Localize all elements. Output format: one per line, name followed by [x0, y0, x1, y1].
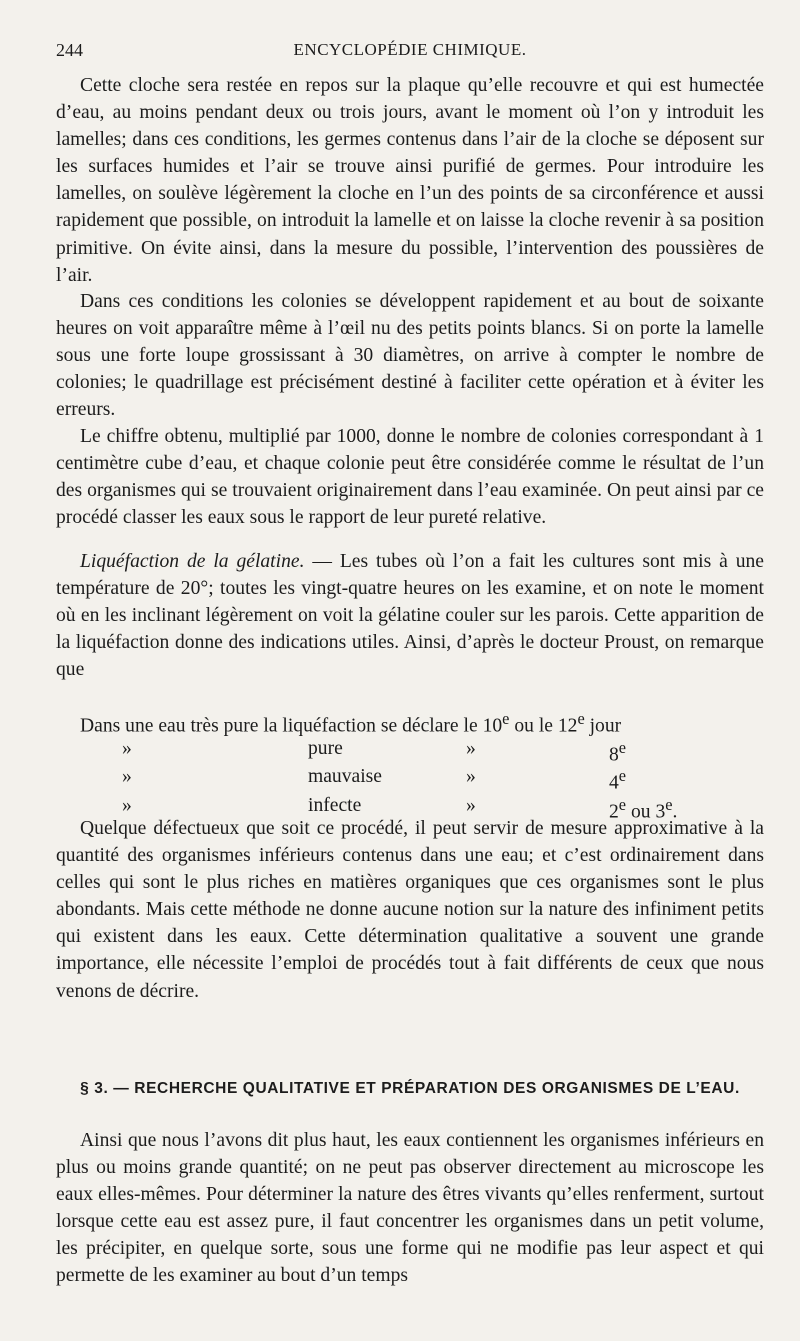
paragraph-1-block [56, 72, 764, 289]
table-sup: e [618, 794, 627, 814]
paragraph-2-block [56, 288, 764, 423]
table-cell: » [122, 737, 132, 759]
table-row [56, 766, 677, 795]
table-text: jour [584, 715, 622, 737]
page-number: 244 [56, 40, 83, 60]
running-title: ENCYCLOPÉDIE CHIMIQUE. [293, 40, 527, 59]
table-text: Dans une eau très pure la liquéfaction se déclare le 10 [80, 715, 503, 737]
table-cell: mauvaise [308, 766, 382, 788]
table-text: . [672, 801, 678, 823]
section-heading: § 3. — RECHERCHE QUALITATIVE ET PRÉPARATION DES ORGANISMES DE L’EAU. [80, 1080, 740, 1097]
table-text: 2 [609, 801, 619, 823]
table-cell: infecte [308, 794, 362, 816]
table-sup: e [577, 709, 585, 728]
table-text: 8 [609, 744, 619, 766]
table-sup: e [618, 766, 627, 786]
table-row [56, 709, 677, 738]
table-sup: e [502, 709, 510, 728]
table-row [56, 738, 677, 767]
paragraph-3: Le chiffre obtenu, multiplié par 1000, donne le nombre de colonies correspondant à 1 centimètre cube d’eau, et chaque colonie peut être considérée comme le résultat de l’un des organismes qui se trouvaient originairement dans l’eau examinée. On peut ainsi par ce procédé classer les eaux sous le rapport de leur pureté relative. [56, 426, 764, 529]
paragraph-4 [56, 548, 764, 683]
table-text: ou 3 [626, 801, 666, 823]
table-cell: » [122, 794, 132, 816]
table-cell [609, 738, 677, 767]
paragraph-6-block [56, 1127, 764, 1290]
paragraph-2: Dans ces conditions les colonies se développent rapidement et au bout de soixante heures on voit apparaître même à l’œil nu des petits points blancs. Si on porte la lamelle sous une forte loupe grossissant à 30 diamètres, on arrive à compter le nombre de colonies; le quadrillage est précisément destiné à faciliter cette opération et à éviter les erreurs. [56, 291, 764, 421]
paragraph-4-lead: Liquéfaction de la gélatine. [80, 551, 305, 572]
table-cell [609, 766, 677, 795]
paragraph-4-text: — Les tubes où l’on a fait les cultures sont mis à une température de 20°; toutes les vingt-quatre heures on les examine, et on note le moment où en les inclinant légèrement on voit la gélatine couler sur les parois. Cette apparition de la liquéfaction donne des indications utiles. Ainsi, d’après le docteur Proust, on remarque que [56, 551, 764, 681]
paragraph-4-block [56, 548, 764, 683]
table-cell [56, 709, 677, 738]
paragraph-3-block [56, 423, 764, 531]
paragraph-5: Quelque défectueux que soit ce procédé, il peut servir de mesure approximative à la quantité des organismes inférieurs contenus dans une eau; et c’est ordinairement dans celles qui sont le plus riches en matières organiques que ces organismes sont le plus abondants. Mais cette méthode ne donne aucune notion sur la nature des infiniment petits qui existent dans les eaux. Cette détermination qualitative a souvent une grande importance, elle nécessite l’emploi de procédés tout à fait différents de ceux que nous venons de décrire. [56, 818, 764, 1002]
dilution-table [56, 709, 677, 823]
table-cell: pure [308, 737, 343, 759]
table-sup: e [665, 794, 673, 814]
table-text: ou le 12 [509, 715, 578, 737]
paragraph-5-block [56, 815, 764, 1005]
table-cell: » [466, 737, 476, 759]
paragraph-6: Ainsi que nous l’avons dit plus haut, les eaux contiennent les organismes inférieurs en plus ou moins grande quantité; on ne peut pas observer directement au microscope les eaux elles-mêmes. Pour déterminer la nature des êtres vivants qu’elles renferment, surtout lorsque cette eau est assez pure, il faut concentrer les organismes dans un petit volume, les précipiter, en quelque sorte, sous une forme qui ne modifie pas leur aspect et qui permette de les examiner au bout d’un temps [56, 1130, 764, 1287]
paragraph-1: Cette cloche sera restée en repos sur la plaque qu’elle recouvre et qui est humectée d’eau, au moins pendant deux ou trois jours, avant le moment où l’on y introduit les lamelles; dans ces conditions, les germes contenus dans l’air de la cloche se déposent sur les surfaces humides et l’air se trouve ainsi purifié de germes. Pour introduire les lamelles, on soulève légèrement la cloche en l’un des points de sa circonférence et aussi rapidement que possible, on introduit la lamelle et on laisse la cloche revenir à sa position primitive. On évite ainsi, dans la mesure du possible, l’intervention des poussières de l’air. [56, 75, 764, 286]
table-cell: » [466, 794, 476, 816]
table-cell: » [122, 766, 132, 788]
table-sup: e [618, 737, 627, 757]
table-cell: » [466, 766, 476, 788]
page-header [56, 40, 764, 64]
table-text: 4 [609, 772, 619, 794]
dilution-table-block [56, 709, 764, 823]
